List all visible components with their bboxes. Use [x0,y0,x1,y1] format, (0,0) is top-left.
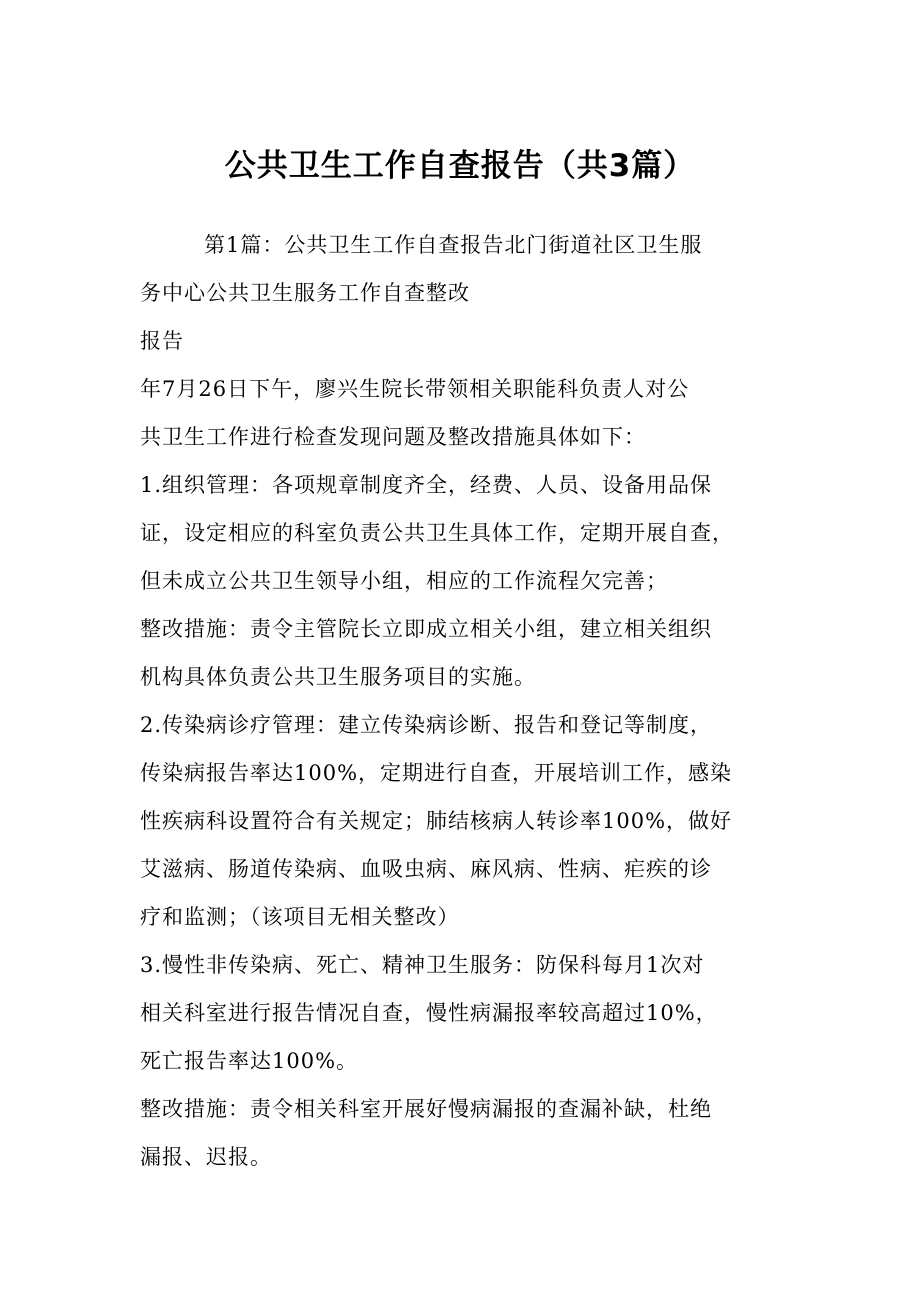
paragraph-line: 3.慢性非传染病、死亡、精神卫生服务：防保科每月1次对 [140,953,705,977]
paragraph-line: 整改措施：责令相关科室开展好慢病漏报的查漏补缺，杜绝 [140,1097,712,1121]
paragraph-line: 但未成立公共卫生领导小组，相应的工作流程欠完善； [140,569,668,593]
paragraph-line: 1.组织管理：各项规章制度齐全，经费、人员、设备用品保 [140,473,713,497]
paragraph-line: 性疾病科设置符合有关规定；肺结核病人转诊率100%，做好 [140,809,733,833]
paragraph-line: 相关科室进行报告情况自查，慢性病漏报率较高超过10%， [140,1001,718,1025]
paragraph-line: 证，设定相应的科室负责公共卫生具体工作，定期开展自查， [140,521,734,545]
paragraph-line: 整改措施：责令主管院长立即成立相关小组，建立相关组织 [140,617,712,641]
paragraph-line: 2.传染病诊疗管理：建立传染病诊断、报告和登记等制度， [140,713,713,737]
paragraph-line: 年7月26日下午，廖兴生院长带领相关职能科负责人对公 [140,377,690,401]
paragraph-line: 传染病报告率达100%，定期进行自查，开展培训工作，感染 [140,761,733,785]
paragraph-line: 死亡报告率达100%。 [140,1049,359,1073]
document-body [140,221,780,1181]
paragraph-line: 第1篇：公共卫生工作自查报告北门街道社区卫生服 [204,233,703,257]
paragraph-line: 漏报、迟报。 [140,1145,272,1169]
paragraph-line: 疗和监测；（该项目无相关整改） [140,905,460,929]
paragraph-line: 艾滋病、肠道传染病、血吸虫病、麻风病、性病、疟疾的诊 [140,857,712,881]
paragraph-line: 务中心公共卫生服务工作自查整改 [140,281,470,305]
paragraph-line: 报告 [140,329,184,353]
paragraph-line: 机构具体负责公共卫生服务项目的实施。 [140,665,536,689]
page-title: 公共卫生工作自查报告（共3篇） [224,148,696,184]
paragraph-line: 共卫生工作进行检查发现问题及整改措施具体如下： [140,425,646,449]
